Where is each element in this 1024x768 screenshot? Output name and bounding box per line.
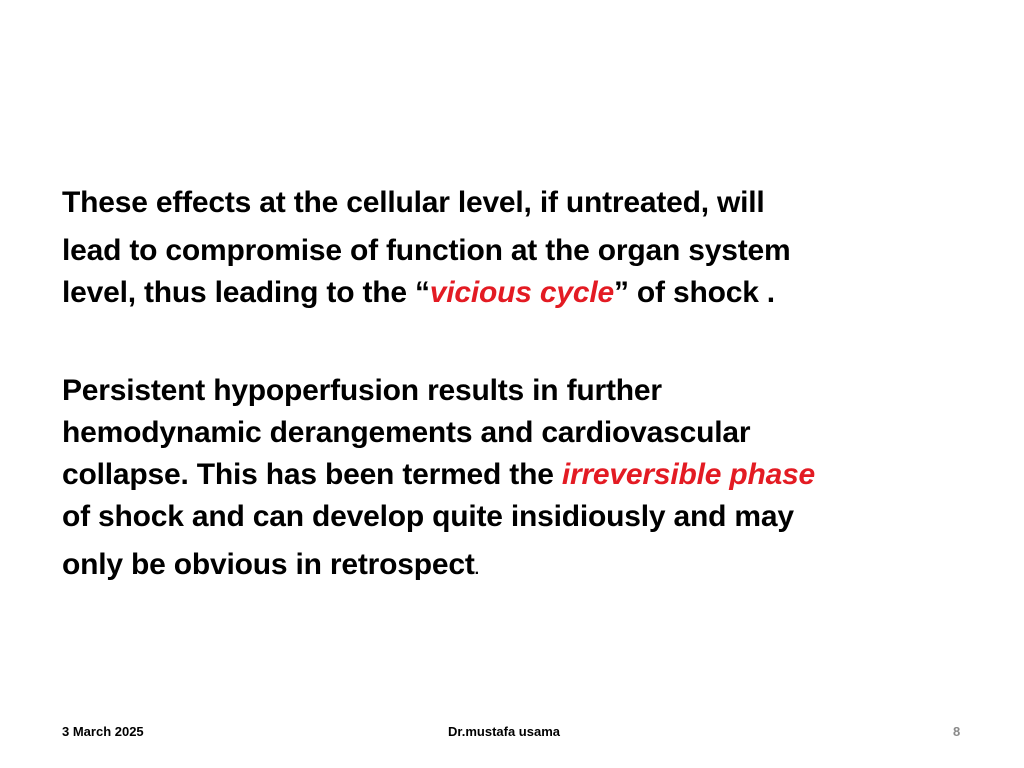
paragraph2-line-5-period: . <box>474 561 479 578</box>
paragraph1-line-1: These effects at the cellular level, if untreated, will <box>62 186 765 219</box>
paragraph1-line-2: lead to compromise of function at the organ system <box>62 234 791 267</box>
paragraph1-line-3-end: ” of shock . <box>613 276 775 309</box>
footer-author: Dr.mustafa usama <box>448 724 560 739</box>
irreversible-phase-term: irreversible phase <box>561 458 816 491</box>
footer-date: 3 March 2025 <box>62 724 144 739</box>
paragraph2-line-4: of shock and can develop quite insidiously and may <box>62 500 794 533</box>
paragraph2-line-5 <box>62 548 479 582</box>
paragraph2-line-2: hemodynamic derangements and cardiovascular <box>62 416 751 449</box>
paragraph2-line-1: Persistent hypoperfusion results in further <box>62 374 662 407</box>
paragraph2-line-3-start: collapse. This has been termed the <box>62 458 562 491</box>
paragraph2-line-5-main: only be obvious in retrospect <box>62 548 475 581</box>
paragraph1-line-3-start: level, thus leading to the “ <box>62 276 430 309</box>
vicious-cycle-term: vicious cycle <box>429 276 614 309</box>
paragraph1-line-3 <box>62 276 775 310</box>
slide-number: 8 <box>953 724 961 739</box>
paragraph2-line-3 <box>62 458 815 492</box>
